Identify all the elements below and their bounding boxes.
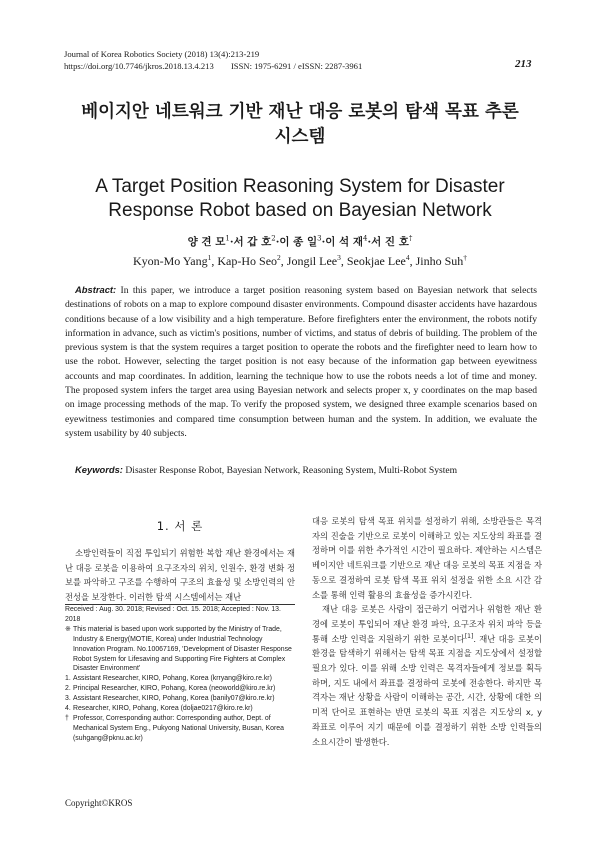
title-english-line-1: A Target Position Reasoning System for Disaster <box>95 176 505 197</box>
author-en-1: Kyon-Mo Yang$^1$ <box>132 253 212 268</box>
left-column-body <box>65 546 295 605</box>
title-korean-line-2: 시스템 <box>274 127 326 147</box>
intro-paragraph-1: 소방인력들이 직접 투입되기 위험한 복합 재난 환경에서는 재난 대응 로봇을 이용하여 요구조자의 위치, 인원수, 환경 변화 정보를 파악하고 구조를 수행하여 구조의 효율성 및 소방인력의 안전성을 보장한다. 이러한 탐색 시스템에서는 재난 <box>65 548 295 603</box>
title-english-line-2: Response Robot based on Bayesian Network <box>108 200 492 221</box>
abstract <box>65 283 537 441</box>
footnotes <box>65 605 295 744</box>
author-ko-5: 서 진 호† <box>371 234 413 248</box>
author-en-3: Jongil Lee$^3$ <box>286 253 341 268</box>
authors-english: Kyon-Mo Yang$^1$, Kap-Ho Seo$^2$, Jongil Lee$^3$, Seokjae Lee$^4$, Jinho Suh† <box>132 253 468 268</box>
author-ko-3: 이 종 일$^3$ <box>279 234 322 248</box>
received-dates: Received : Aug. 30. 2018; Revised : Oct. 15. 2018; Accepted : Nov. 13. 2018 <box>65 606 281 623</box>
author-en-2: Kap-Ho Seo$^2$ <box>217 253 281 268</box>
intro-paragraph-2: 재난 대응 로봇은 사람이 접근하기 어렵거나 위험한 재난 환경에 로봇이 투입되어 재난 환경 파악, 요구조자 위치 파악 등을 통해 소방 인력을 지원하기 위한 로봇이다[1]. 재난 대응 로봇이 환경을 탐색하기 위해서는 탐색 목표 지점을 지도상에서 설정할 필요가 있다. 이를 위해 소방 인력은 목격자들에게 정보를 획득하며, 지도 내에서 좌표를 결정하여 로봇에 전송한다. 하지만 목격자는 재난 상황을 사람이 이해하는 공간, 시간, 상황에 대한 의미적 단어로 표현하는 반면 로봇의 목표 지점은 지도상의 x, y 좌표로 이루어 지기 때문에 이를 결정하기 위한 소방 인력들의 소요시간이 발생한다. <box>312 604 542 747</box>
keywords <box>75 464 545 476</box>
author-ko-1: 양 견 모$^1$ <box>187 234 230 248</box>
keywords-label: Keywords: <box>75 464 123 475</box>
copyright: Copyright©KROS <box>65 798 133 808</box>
author-en-4: Seokjae Lee$^4$ <box>346 253 410 268</box>
doi-issn-line: https://doi.org/10.7746/jkros.2018.13.4.213 ISSN: 1975-6291 / eISSN: 2287-3961 <box>64 61 363 71</box>
citation-ref-1: [1] <box>464 632 474 640</box>
journal-citation: Journal of Korea Robotics Society (2018) 13(4):213-219 <box>64 49 260 59</box>
authors-korean: 양 견 모$^1$·서 갑 호$^2$·이 종 일$^3$·이 석 재$^4$·서 진 호† <box>187 234 413 248</box>
footnote-author-2: 2. Principal Researcher, KIRO, Pohang, Korea (neoworld@kiro.re.kr) <box>65 685 276 693</box>
author-en-5: Jinho Suh† <box>415 253 468 268</box>
footnote-author-4: 4. Researcher, KIRO, Pohang, Korea (doljae0217@kiro.re.kr) <box>65 705 253 713</box>
right-column-body <box>312 514 542 749</box>
footnote-corresponding-author: † Professor, Corresponding author: Corresponding author, Dept. of Mechanical System Eng., Pukyong National University, Busan, Korea (suhgang@pknu.ac.kr) <box>65 714 284 742</box>
footnote-author-1: 1. Assistant Researcher, KIRO, Pohang, Korea (krryang@kiro.re.kr) <box>65 675 272 683</box>
title-korean-line-1: 베이지안 네트워크 기반 재난 대응 로봇의 탐색 목표 추론 <box>81 102 519 122</box>
footnote-author-3: 3. Assistant Researcher, KIRO, Pohang, Korea (banily07@kiro.re.kr) <box>65 695 275 703</box>
intro-paragraph-continued: 대응 로봇의 탐색 목표 위치를 설정하기 위해, 소방관들은 목격자의 진술을 기반으로 로봇이 이해하고 있는 지도상의 좌표를 결정하며 이를 위한 추가적인 시간이 필요하다. 제안하는 시스템은 베이지안 네트워크를 기반으로 재난 대응 로봇의 목표 지점을 자동으로 결정하여 로봇 탐색 목표 위치 설정을 위한 소요 시간 감소를 통해 인력 활용의 효율성을 증가시킨다. <box>312 516 542 600</box>
footnote-funding: ※ This material is based upon work supported by the Ministry of Trade, Industry & Energy(MOTIE, Korea) under Industrial Technology Innovation Program. No.10067169, 'Development of Disaster Response Robot System for Lifesaving and Supporting Fire Fighters at Complex Disaster Environment' <box>65 625 292 673</box>
section-heading-introduction: 1. 서 론 <box>156 519 204 533</box>
page-number: 213 <box>515 58 532 70</box>
keywords-text: Disaster Response Robot, Bayesian Network, Reasoning System, Multi-Robot System <box>125 465 458 476</box>
author-ko-2: 서 갑 호$^2$ <box>233 234 276 248</box>
author-ko-4: 이 석 재$^4$ <box>325 234 368 248</box>
abstract-label: Abstract: <box>75 284 117 295</box>
abstract-text: In this paper, we introduce a target position reasoning system based on Bayesian network that selects destinations of robots on a map to explore compound disaster environments. Compound disaster accidents have hazardous conditions because of a low visibility and a high temperature. Before firefighters enter the environment, the robots notify information in advance, such as victim's positions, number of victims, and status of debris of building. The problem of the previous system is that the system requires a target position to operate the robots and the firefighter need to learn how to use the robot. However, selecting the target position is not easy because of the information gap between eyewitness accounts and map coordinates. In addition, learning the technique how to use the robots needs a lot of time and money. The proposed system infers the target area using Bayesian network and selects proper x, y coordinates on the map based on image processing methods of the map. To verify the proposed system, we designed three example scenarios based on eyewitness testimonies and compared time consumption between human and the system. In addition, we evaluate the system usability by 40 subjects. <box>65 285 537 439</box>
